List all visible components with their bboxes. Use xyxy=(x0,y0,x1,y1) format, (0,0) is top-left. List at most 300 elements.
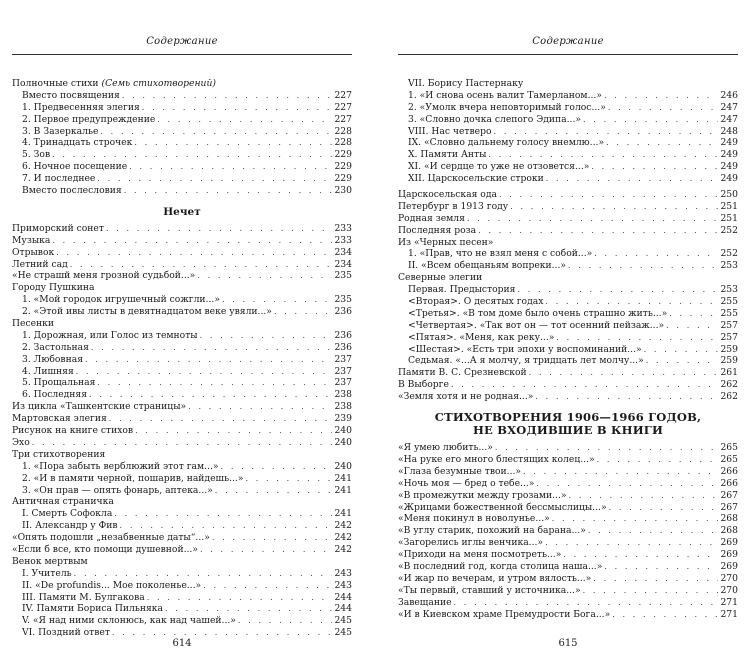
entry-page: 255 xyxy=(720,307,738,319)
dot-leader xyxy=(134,137,332,149)
entry-page: 237 xyxy=(334,377,352,389)
dot-leader xyxy=(203,580,332,592)
dot-leader xyxy=(467,213,719,225)
dot-leader xyxy=(594,248,718,260)
dot-leader xyxy=(609,502,719,514)
toc-entry xyxy=(398,320,738,332)
entry-page: 228 xyxy=(334,125,352,137)
entry-title: «В промежутки между грозами...» xyxy=(398,489,567,501)
entry-page: 243 xyxy=(334,567,352,579)
toc-entry xyxy=(12,568,352,580)
toc-entry xyxy=(398,513,738,525)
dot-leader xyxy=(76,366,333,378)
toc-entry xyxy=(398,237,738,249)
entry-page: 252 xyxy=(720,248,738,260)
entry-title: VII. Борису Пастернаку xyxy=(408,78,524,89)
entry-title: 2. Первое предупреждение xyxy=(22,113,156,125)
dot-leader xyxy=(612,609,718,621)
entry-title: IV. Памяти Бориса Пильняка xyxy=(22,603,163,615)
dot-leader xyxy=(274,306,333,318)
toc-entry xyxy=(12,592,352,604)
entry-page: 262 xyxy=(720,391,738,403)
dot-leader xyxy=(606,137,718,149)
entry-page: 251 xyxy=(720,200,738,212)
entry-title: VIII. Нас четверо xyxy=(408,125,492,137)
dot-leader xyxy=(129,161,332,173)
dot-leader xyxy=(221,461,333,473)
entry-title: Первая. Предыстория xyxy=(408,284,516,296)
toc-entry xyxy=(12,425,352,437)
toc-entry xyxy=(12,102,352,114)
entry-page: 255 xyxy=(720,296,738,308)
toc-entry xyxy=(398,213,738,225)
toc-entry xyxy=(12,223,352,235)
entry-title: «Если б все, кто помощи душевной...» xyxy=(12,543,198,555)
dot-leader xyxy=(552,513,719,525)
dot-leader xyxy=(32,437,333,449)
toc-entry xyxy=(12,114,352,126)
dot-leader xyxy=(556,332,718,344)
toc-entry xyxy=(12,161,352,173)
entry-title: 6. Последняя xyxy=(22,389,88,401)
entry-title: Вместо посвящения xyxy=(22,89,120,101)
entry-title: 3. В Зазеркалье xyxy=(22,125,99,137)
entry-page: 236 xyxy=(334,341,352,353)
dot-leader xyxy=(212,532,333,544)
toc-entry xyxy=(398,90,738,102)
toc-entry xyxy=(398,391,738,403)
dot-leader xyxy=(197,270,332,282)
toc-entry xyxy=(398,284,738,296)
toc-entry xyxy=(12,532,352,544)
entry-page: 240 xyxy=(334,425,352,437)
entry-title: 5. Зов xyxy=(22,149,51,161)
toc-entry xyxy=(12,354,352,366)
entry-page: 247 xyxy=(720,101,738,113)
page-number: 614 xyxy=(172,638,192,649)
entry-page: 235 xyxy=(334,270,352,282)
toc-entry xyxy=(398,102,738,114)
entry-page: 259 xyxy=(720,355,738,367)
entry-title: Летний сад xyxy=(12,258,68,270)
dot-leader xyxy=(147,592,333,604)
dot-leader xyxy=(120,520,333,532)
entry-page: 239 xyxy=(334,413,352,425)
entry-page: 228 xyxy=(334,137,352,149)
toc-entry xyxy=(398,525,738,537)
entry-title: 2. «Умолк вчера неповторимый голос...» xyxy=(408,101,606,113)
toc-entry xyxy=(398,585,738,597)
entry-title: 4. Лишняя xyxy=(22,365,74,377)
entry-page: 240 xyxy=(334,460,352,472)
toc-entry xyxy=(12,306,352,318)
entry-page: 233 xyxy=(334,234,352,246)
entry-page: 269 xyxy=(720,537,738,549)
entry-title: «В последний год, когда столица наша...» xyxy=(398,560,603,572)
entry-page: 271 xyxy=(720,596,738,608)
entry-title: «Меня покинул в новолунье...» xyxy=(398,513,550,525)
toc-entry xyxy=(12,282,352,294)
dot-leader xyxy=(568,260,718,272)
toc-entry xyxy=(12,520,352,532)
entry-title: Рисунок на книге стихов xyxy=(12,425,134,437)
toc-entry xyxy=(398,248,738,260)
entry-title: 1. «Прав, что не взял меня с собой...» xyxy=(408,248,593,260)
entry-page: 251 xyxy=(720,212,738,224)
entry-page: 269 xyxy=(720,560,738,572)
entry-page: 242 xyxy=(334,520,352,532)
dot-leader xyxy=(488,149,718,161)
entry-title: «Глаза безумные твои...» xyxy=(398,465,522,477)
toc-entry xyxy=(12,615,352,627)
entry-page: 248 xyxy=(720,125,738,137)
entry-page: 270 xyxy=(720,572,738,584)
dot-leader xyxy=(546,173,719,185)
entry-title: <Вторая>. О десятых годах xyxy=(408,296,544,308)
entry-page: 236 xyxy=(334,306,352,318)
entry-title: Седьмая. «...А я молчу, я тридцать лет молчу...» xyxy=(408,355,644,367)
dot-leader xyxy=(215,485,333,497)
toc-entry xyxy=(12,318,352,330)
dot-leader xyxy=(583,585,719,597)
entry-title: Памяти В. С. Срезневской xyxy=(398,367,527,379)
entry-title: 1. «И снова осень валит Тамерланом...» xyxy=(408,89,602,101)
entry-page: 253 xyxy=(720,284,738,296)
entry-page: 227 xyxy=(334,113,352,125)
toc-entry xyxy=(12,544,352,556)
dot-leader xyxy=(200,544,332,556)
entry-page: 249 xyxy=(720,137,738,149)
dot-leader xyxy=(124,185,333,197)
entry-title: 4. Тринадцать строчек xyxy=(22,137,133,149)
toc-entry xyxy=(398,537,738,549)
entry-title: Приморский сонет xyxy=(12,222,104,234)
toc-entry xyxy=(398,308,738,320)
entry-title: 1. Дорожная, или Голос из темноты xyxy=(22,329,198,341)
entry-page: 249 xyxy=(720,161,738,173)
entry-title: Венок мертвым xyxy=(12,555,88,567)
dot-leader xyxy=(454,597,719,609)
toc-entry xyxy=(12,185,352,197)
entry-title: IX. «Словно дальнему голосу внемлю...» xyxy=(408,137,605,149)
toc-entry xyxy=(398,344,738,356)
toc-entry xyxy=(398,78,738,90)
dot-leader xyxy=(478,225,718,237)
toc-entry xyxy=(398,502,738,514)
dot-leader xyxy=(52,235,332,247)
dot-leader xyxy=(142,102,333,114)
entry-title: II. «De profundis... Мое поколенье...» xyxy=(22,579,202,591)
dot-leader xyxy=(591,161,718,173)
toc-entry xyxy=(12,137,352,149)
dot-leader xyxy=(200,330,333,342)
entry-title: 3. Любовная xyxy=(22,353,83,365)
entry-title: «Жрицами божественной бессмыслицы...» xyxy=(398,501,607,513)
entry-title: «И в Киевском храме Премудрости Бога...» xyxy=(398,608,611,620)
dot-leader xyxy=(165,603,332,615)
toc-entry xyxy=(398,490,738,502)
dot-leader xyxy=(245,473,332,485)
entry-title: 1. «Пора забыть верблюжий этот гам...» xyxy=(22,460,219,472)
entry-page: 227 xyxy=(334,89,352,101)
toc-entry xyxy=(398,260,738,272)
entry-page: 266 xyxy=(720,477,738,489)
dot-leader xyxy=(608,102,719,114)
entry-title: 5. Прощальная xyxy=(22,377,96,389)
entry-title: «Земля хотя и не родная...» xyxy=(398,391,534,403)
toc-entry xyxy=(398,561,738,573)
toc-entry xyxy=(398,379,738,391)
entry-title: 2. «И в памяти черной, пошарив, найдешь...» xyxy=(22,472,244,484)
entry-page: 244 xyxy=(334,603,352,615)
entry-title: <Четвертая>. «Так вот он — тот осенний пейзаж...» xyxy=(408,319,665,331)
entry-title: В Выборге xyxy=(398,379,449,391)
toc-entry xyxy=(12,270,352,282)
entry-title: «Загорелись иглы венчика...» xyxy=(398,537,544,549)
entry-page: 253 xyxy=(720,260,738,272)
entry-title: <Третья>. «В том доме было очень страшно жить...» xyxy=(408,307,668,319)
dot-leader xyxy=(604,90,719,102)
entry-page: 252 xyxy=(720,224,738,236)
toc-entries xyxy=(398,78,738,620)
running-head: Содержание xyxy=(532,36,604,47)
entry-page: 262 xyxy=(720,379,738,391)
entry-title: I. Учитель xyxy=(22,567,72,579)
running-head: Содержание xyxy=(146,36,218,47)
entry-title: «Опять подошли „незабвенные даты“...» xyxy=(12,532,210,544)
entry-title: V. «Я над ними склонюсь, как над чашей...» xyxy=(22,615,236,627)
entry-page: 269 xyxy=(720,549,738,561)
toc-entries xyxy=(12,78,352,639)
toc-entry xyxy=(398,161,738,173)
toc-group xyxy=(398,442,738,620)
toc-entry xyxy=(398,114,738,126)
dot-leader xyxy=(644,344,719,356)
entry-page: 247 xyxy=(720,113,738,125)
dot-leader xyxy=(56,247,332,259)
entry-title: «Ночь моя — бред о тебе...» xyxy=(398,477,535,489)
toc-entry xyxy=(12,413,352,425)
entry-title: 6. Ночное посещение xyxy=(22,161,128,173)
dot-leader xyxy=(238,615,333,627)
entry-title: II. Александр у Фив xyxy=(22,520,118,532)
toc-entry xyxy=(398,126,738,138)
entry-page: 233 xyxy=(334,222,352,234)
entry-title: «На руке его много блестящих колец...» xyxy=(398,453,595,465)
entry-page: 250 xyxy=(720,189,738,201)
dot-leader xyxy=(545,296,718,308)
entry-page: 229 xyxy=(334,161,352,173)
toc-group xyxy=(12,78,352,197)
entry-page: 229 xyxy=(334,149,352,161)
dot-leader xyxy=(536,478,718,490)
toc-entry xyxy=(12,377,352,389)
dot-leader xyxy=(494,126,719,138)
toc-entry xyxy=(12,508,352,520)
toc-entry xyxy=(398,189,738,201)
dot-leader xyxy=(604,561,718,573)
page-number: 615 xyxy=(558,638,578,649)
entry-page: 266 xyxy=(720,465,738,477)
toc-entry xyxy=(12,342,352,354)
entry-title: XII. Царскосельские строки xyxy=(408,173,544,185)
dot-leader xyxy=(114,508,332,520)
header-rule xyxy=(398,54,738,55)
entry-page: 246 xyxy=(720,89,738,101)
entry-title: III. Памяти М. Булгакова xyxy=(22,591,145,603)
entry-page: 259 xyxy=(720,343,738,355)
entry-page: 240 xyxy=(334,436,352,448)
entry-title: Из «Черных песен» xyxy=(398,236,494,248)
toc-entry xyxy=(398,173,738,185)
dot-leader xyxy=(85,354,332,366)
entry-title: «Ты первый, ставший у источника...» xyxy=(398,584,581,596)
toc-entry xyxy=(12,485,352,497)
entry-title: «В углу старик, похожий на барана...» xyxy=(398,525,586,537)
toc-entry xyxy=(12,401,352,413)
entry-page: 243 xyxy=(334,579,352,591)
toc-entry xyxy=(398,442,738,454)
toc-entry xyxy=(12,366,352,378)
toc-entry xyxy=(12,294,352,306)
dot-leader xyxy=(563,549,718,561)
dot-leader xyxy=(222,294,333,306)
toc-entry xyxy=(12,603,352,615)
toc-entry xyxy=(12,78,352,90)
right-page xyxy=(398,0,738,672)
entry-page: 257 xyxy=(720,319,738,331)
entry-title: 3. «Словно дочка слепого Эдипа...» xyxy=(408,113,581,125)
toc-entry xyxy=(12,461,352,473)
entry-title: Песенки xyxy=(12,318,55,330)
entry-page: 236 xyxy=(334,329,352,341)
dot-leader xyxy=(495,442,719,454)
entry-page: 249 xyxy=(720,149,738,161)
entry-page: 242 xyxy=(334,532,352,544)
entry-title: Мартовская элегия xyxy=(12,413,107,425)
entry-page: 229 xyxy=(334,173,352,185)
entry-page: 227 xyxy=(334,101,352,113)
toc-entry xyxy=(12,259,352,271)
dot-leader xyxy=(666,320,718,332)
entry-title: «И жар по вечерам, и утром вялость...» xyxy=(398,572,592,584)
section-title xyxy=(398,411,738,437)
toc-entry xyxy=(398,225,738,237)
dot-leader xyxy=(70,259,333,271)
dot-leader xyxy=(157,114,332,126)
entry-title: XI. «И сердце то уже не отзовется...» xyxy=(408,161,590,173)
toc-entry xyxy=(12,235,352,247)
entry-title: Петербург в 1913 году xyxy=(398,200,509,212)
entry-page: 235 xyxy=(334,294,352,306)
dot-leader xyxy=(510,201,718,213)
entry-title: Родная земля xyxy=(398,212,465,224)
dot-leader xyxy=(52,149,332,161)
section-title-line: НЕ ВХОДИВШИЕ В КНИГИ xyxy=(472,423,664,438)
toc-entry xyxy=(12,330,352,342)
toc-entry xyxy=(398,367,738,379)
dot-leader xyxy=(593,573,718,585)
entry-page: 237 xyxy=(334,353,352,365)
entry-page: 241 xyxy=(334,484,352,496)
dot-leader xyxy=(135,425,332,437)
toc-entry xyxy=(398,296,738,308)
entry-page: 237 xyxy=(334,365,352,377)
entry-title: I. Смерть Софокла xyxy=(22,508,113,520)
toc-entry xyxy=(398,149,738,161)
toc-entry xyxy=(398,201,738,213)
toc-entry xyxy=(12,126,352,138)
dot-leader xyxy=(646,355,719,367)
toc-entry xyxy=(398,355,738,367)
entry-page: 268 xyxy=(720,513,738,525)
dot-leader xyxy=(529,367,719,379)
dot-leader xyxy=(122,90,333,102)
toc-entry xyxy=(12,449,352,461)
dot-leader xyxy=(523,466,718,478)
entry-page: 234 xyxy=(334,246,352,258)
toc-entry xyxy=(398,332,738,344)
dot-leader xyxy=(109,413,333,425)
entry-title: 1. «Мой городок игрушечный сожгли...» xyxy=(22,294,220,306)
toc-entry xyxy=(12,90,352,102)
toc-entry xyxy=(12,247,352,259)
toc-entry xyxy=(12,556,352,568)
entry-page: 268 xyxy=(720,525,738,537)
entry-page: 244 xyxy=(334,591,352,603)
dot-leader xyxy=(451,379,719,391)
dot-leader xyxy=(97,377,332,389)
entry-title: X. Памяти Анты xyxy=(408,149,487,161)
entry-title: Царскосельская ода xyxy=(398,189,497,201)
section-title: Нечет xyxy=(163,205,201,218)
toc-entry xyxy=(398,137,738,149)
entry-title: 2. «Этой ивы листы в девятнадцатом веке увяли...» xyxy=(22,306,272,318)
entry-title: Три стихотворения xyxy=(12,448,106,460)
entry-title: «Приходи на меня посмотреть...» xyxy=(398,549,562,561)
entry-title: 3. «Он прав — опять фонарь, аптека...» xyxy=(22,484,213,496)
entry-title: 2. Застольная xyxy=(22,341,89,353)
toc-entry xyxy=(398,597,738,609)
toc-entry xyxy=(398,609,738,621)
entry-page: 249 xyxy=(720,173,738,185)
entry-page: 241 xyxy=(334,472,352,484)
entry-page: 270 xyxy=(720,584,738,596)
entry-title: Городу Пушкина xyxy=(12,282,95,294)
entry-page: 238 xyxy=(334,401,352,413)
toc-entry xyxy=(12,496,352,508)
toc-entry xyxy=(12,437,352,449)
toc-group xyxy=(398,78,738,403)
entry-page: 265 xyxy=(720,453,738,465)
entry-page: 261 xyxy=(720,367,738,379)
dot-leader xyxy=(89,389,332,401)
entry-title: Северные элегии xyxy=(398,272,483,284)
toc-entry xyxy=(398,454,738,466)
header-rule xyxy=(12,54,352,55)
entry-page: 242 xyxy=(334,543,352,555)
dot-leader xyxy=(106,223,333,235)
entry-title: Полночные стихи (Семь стихотворений) xyxy=(12,78,216,89)
dot-leader xyxy=(100,126,332,138)
entry-title: Эхо xyxy=(12,436,30,448)
entry-title: 1. Предвесенняя элегия xyxy=(22,101,140,113)
entry-title: II. «Всем обещаньям вопреки...» xyxy=(408,260,567,272)
toc-entry xyxy=(12,173,352,185)
entry-page: 257 xyxy=(720,331,738,343)
toc-entry xyxy=(12,580,352,592)
dot-leader xyxy=(669,308,718,320)
